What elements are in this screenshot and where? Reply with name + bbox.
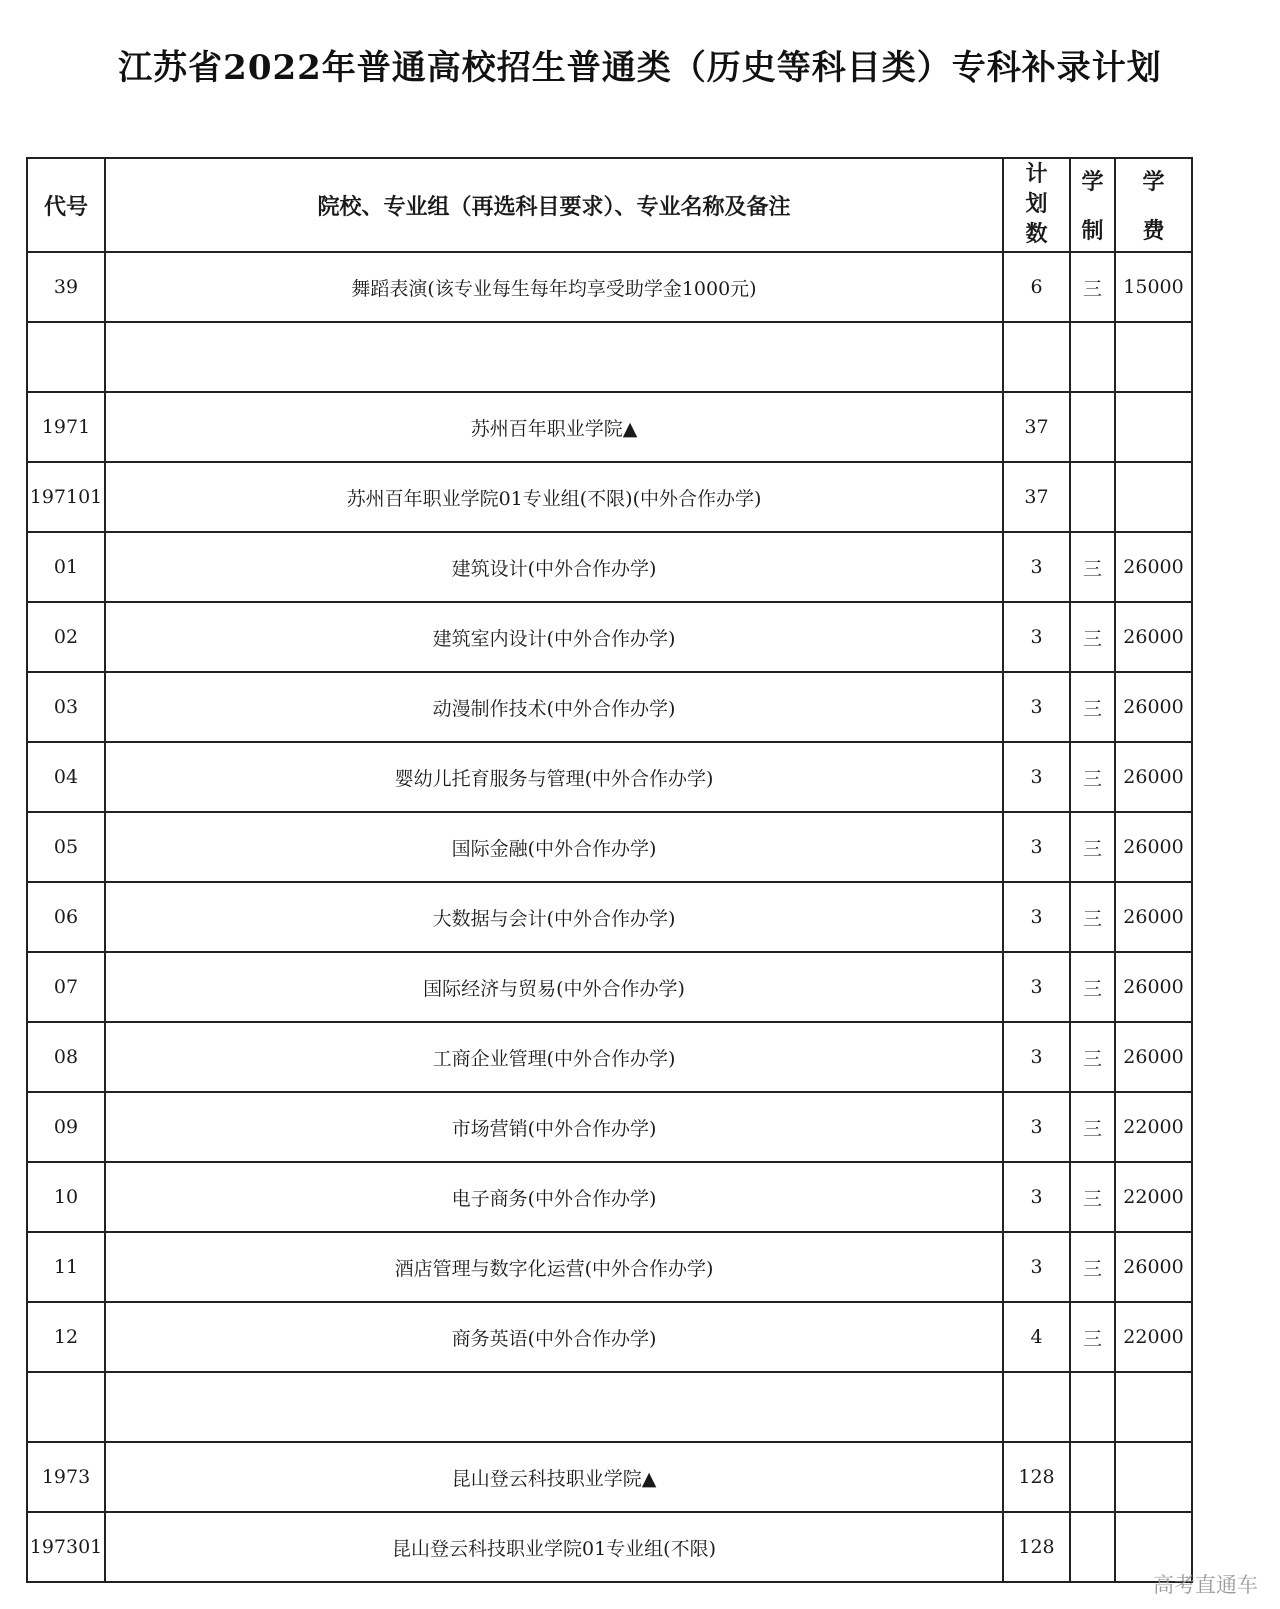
- cell-fee: 26000: [1115, 882, 1192, 952]
- cell-code: 39: [27, 252, 105, 322]
- header-fee: 学 费: [1115, 158, 1192, 252]
- cell-years: 三: [1070, 1232, 1115, 1302]
- table-row: [27, 812, 1192, 882]
- cell-name: 舞蹈表演(该专业每生每年均享受助学金1000元): [105, 252, 1003, 322]
- cell-years: 三: [1070, 1162, 1115, 1232]
- cell-name: 昆山登云科技职业学院▲: [105, 1442, 1003, 1512]
- cell-years: 三: [1070, 882, 1115, 952]
- cell-name: 苏州百年职业学院▲: [105, 392, 1003, 462]
- cell-name: 动漫制作技术(中外合作办学): [105, 672, 1003, 742]
- cell-years: 三: [1070, 1022, 1115, 1092]
- cell-name: 国际经济与贸易(中外合作办学): [105, 952, 1003, 1022]
- cell-plan: 3: [1003, 532, 1070, 602]
- cell-years: [1070, 1372, 1115, 1442]
- cell-plan: 3: [1003, 1162, 1070, 1232]
- cell-name: 婴幼儿托育服务与管理(中外合作办学): [105, 742, 1003, 812]
- cell-plan: 37: [1003, 392, 1070, 462]
- cell-fee: 15000: [1115, 252, 1192, 322]
- cell-years: 三: [1070, 532, 1115, 602]
- cell-years: [1070, 462, 1115, 532]
- table-row: [27, 1022, 1192, 1092]
- table-row: [27, 882, 1192, 952]
- cell-code: 04: [27, 742, 105, 812]
- cell-name: 昆山登云科技职业学院01专业组(不限): [105, 1512, 1003, 1582]
- table-row: [27, 1442, 1192, 1512]
- cell-name: 工商企业管理(中外合作办学): [105, 1022, 1003, 1092]
- cell-name: 大数据与会计(中外合作办学): [105, 882, 1003, 952]
- cell-plan: 3: [1003, 1092, 1070, 1162]
- table-row: [27, 602, 1192, 672]
- cell-code: 197301: [27, 1512, 105, 1582]
- table-row: [27, 952, 1192, 1022]
- cell-name: 建筑设计(中外合作办学): [105, 532, 1003, 602]
- cell-years: 三: [1070, 742, 1115, 812]
- cell-code: 1971: [27, 392, 105, 462]
- cell-fee: 22000: [1115, 1092, 1192, 1162]
- cell-fee: 26000: [1115, 952, 1192, 1022]
- cell-code: 02: [27, 602, 105, 672]
- cell-years: [1070, 1442, 1115, 1512]
- cell-fee: 26000: [1115, 1232, 1192, 1302]
- cell-name: 市场营销(中外合作办学): [105, 1092, 1003, 1162]
- cell-name: 苏州百年职业学院01专业组(不限)(中外合作办学): [105, 462, 1003, 532]
- cell-years: 三: [1070, 812, 1115, 882]
- cell-fee: [1115, 462, 1192, 532]
- cell-plan: 3: [1003, 812, 1070, 882]
- cell-name: [105, 322, 1003, 392]
- cell-plan: 128: [1003, 1442, 1070, 1512]
- table-row: [27, 1232, 1192, 1302]
- cell-code: [27, 1372, 105, 1442]
- cell-code: 09: [27, 1092, 105, 1162]
- table-row: [27, 672, 1192, 742]
- cell-name: 国际金融(中外合作办学): [105, 812, 1003, 882]
- cell-plan: 37: [1003, 462, 1070, 532]
- cell-fee: 26000: [1115, 532, 1192, 602]
- table-row: [27, 392, 1192, 462]
- header-plan: 计 划 数: [1003, 158, 1070, 252]
- cell-plan: 3: [1003, 1022, 1070, 1092]
- cell-plan: 3: [1003, 602, 1070, 672]
- table-row: [27, 1162, 1192, 1232]
- cell-code: 05: [27, 812, 105, 882]
- cell-code: 01: [27, 532, 105, 602]
- cell-code: 11: [27, 1232, 105, 1302]
- cell-years: 三: [1070, 602, 1115, 672]
- cell-name: [105, 1372, 1003, 1442]
- header-years: 学 制: [1070, 158, 1115, 252]
- table-row: [27, 252, 1192, 322]
- cell-fee: 22000: [1115, 1162, 1192, 1232]
- cell-code: [27, 322, 105, 392]
- table-row: [27, 462, 1192, 532]
- admission-plan-table: [26, 157, 1193, 1583]
- cell-years: 三: [1070, 1092, 1115, 1162]
- table-row: [27, 1512, 1192, 1582]
- table-row: [27, 742, 1192, 812]
- cell-code: 08: [27, 1022, 105, 1092]
- cell-plan: 6: [1003, 252, 1070, 322]
- table-row: [27, 532, 1192, 602]
- cell-plan: 128: [1003, 1512, 1070, 1582]
- cell-fee: 26000: [1115, 1022, 1192, 1092]
- cell-name: 酒店管理与数字化运营(中外合作办学): [105, 1232, 1003, 1302]
- cell-plan: 3: [1003, 672, 1070, 742]
- cell-fee: 22000: [1115, 1302, 1192, 1372]
- cell-years: [1070, 1512, 1115, 1582]
- table-row: [27, 322, 1192, 392]
- watermark: 高考直通车: [1153, 1573, 1258, 1597]
- cell-name: 建筑室内设计(中外合作办学): [105, 602, 1003, 672]
- cell-years: 三: [1070, 672, 1115, 742]
- cell-fee: 26000: [1115, 742, 1192, 812]
- cell-years: [1070, 322, 1115, 392]
- cell-years: 三: [1070, 952, 1115, 1022]
- cell-plan: 3: [1003, 882, 1070, 952]
- cell-plan: 3: [1003, 742, 1070, 812]
- cell-fee: [1115, 392, 1192, 462]
- cell-code: 197101: [27, 462, 105, 532]
- cell-years: 三: [1070, 1302, 1115, 1372]
- cell-code: 07: [27, 952, 105, 1022]
- cell-fee: [1115, 1372, 1192, 1442]
- cell-code: 06: [27, 882, 105, 952]
- table-row: [27, 1092, 1192, 1162]
- cell-fee: 26000: [1115, 602, 1192, 672]
- cell-name: 商务英语(中外合作办学): [105, 1302, 1003, 1372]
- cell-fee: 26000: [1115, 812, 1192, 882]
- cell-fee: 26000: [1115, 672, 1192, 742]
- table-row: [27, 1302, 1192, 1372]
- cell-code: 1973: [27, 1442, 105, 1512]
- cell-code: 03: [27, 672, 105, 742]
- cell-code: 10: [27, 1162, 105, 1232]
- cell-plan: 4: [1003, 1302, 1070, 1372]
- cell-fee: [1115, 322, 1192, 392]
- cell-plan: 3: [1003, 1232, 1070, 1302]
- cell-years: [1070, 392, 1115, 462]
- header-code: 代号: [27, 158, 105, 252]
- cell-name: 电子商务(中外合作办学): [105, 1162, 1003, 1232]
- cell-years: 三: [1070, 252, 1115, 322]
- cell-plan: [1003, 322, 1070, 392]
- table-header-row: [27, 158, 1192, 252]
- cell-code: 12: [27, 1302, 105, 1372]
- table-row: [27, 1372, 1192, 1442]
- cell-plan: [1003, 1372, 1070, 1442]
- header-name: 院校、专业组（再选科目要求）、专业名称及备注: [105, 158, 1003, 252]
- cell-fee: [1115, 1442, 1192, 1512]
- cell-plan: 3: [1003, 952, 1070, 1022]
- document-title: 江苏省2022年普通高校招生普通类（历史等科目类）专科补录计划: [118, 48, 1162, 88]
